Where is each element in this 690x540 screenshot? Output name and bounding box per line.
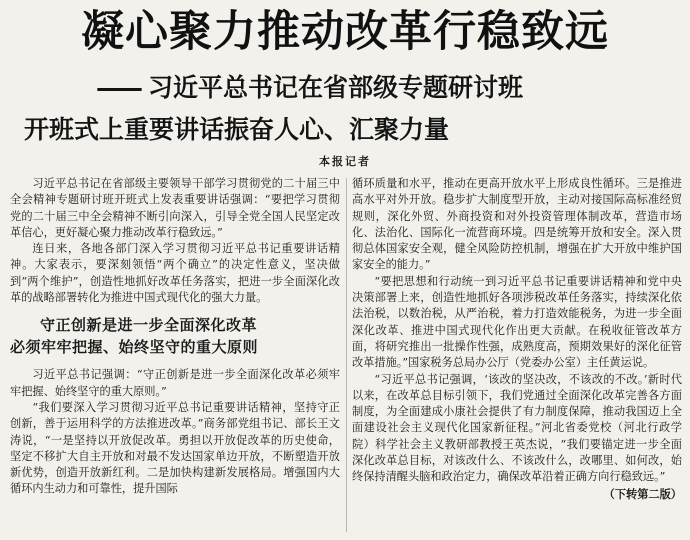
subheadline-line-2: 开班式上重要讲话振奋人心、汇聚力量 [24,115,450,144]
paragraph: 习近平总书记强调：“守正创新是进一步全面深化改革必须牢牢把握、始终坚守的重大原则。” [10,368,340,398]
byline: 本报记者 [319,155,371,168]
main-headline: 凝心聚力推动改革行稳致远 [81,7,609,57]
section-heading-line-2: 必须牢牢把握、始终坚守的重大原则 [10,338,259,357]
section-heading [10,314,340,358]
paragraph: “要把思想和行动统一到习近平总书记重要讲话精神和党中央决策部署上来，创造性地抓好各项涉税改革任务落实，持续深化依法治税，以数治税，从严治税，着力打造效能税务，为进一步全面深化改革、推进中国式现代化作出更大贡献。在税收征管改革方面，将研究推出一批操作性强，成熟度高，预期效果好的深化征管改革措施。”国家税务总局办公厅（党委办公室）主任黄运说。 [352,274,682,370]
continued-on-page-2-link[interactable]: （下转第二版） [603,486,682,501]
paragraph [352,372,682,501]
column-divider [346,178,347,532]
subheadline-text-1: 习近平总书记在省部级专题研讨班 [148,73,524,102]
paragraph-text: “习近平总书记强调，‘该改的坚决改，不该改的不改。’新时代以来，在改革总目标引领下，我们党通过全面深化改革完善各方面制度，为全面建成小康社会提供了有力制度保障，推动我国迈上全面建设社会主义现代化国家新征程。”河北省委党校（河北行政学院）科学社会主义教研部教授王英杰说，“我们要锚定进一步全面深化改革总目标，对该改什么、不该改什么，改哪里、如何改，始终保持清醒头脑和政治定力，确保改革沿着正确方向行稳致远。” [352,372,682,484]
paragraph: 习近平总书记在省部级主要领导干部学习贯彻党的二十届三中全会精神专题研讨班开班式上发表重要讲话强调：“要把学习贯彻党的二十届三中全会精神不断引向深入，引导全党全国人民坚定改革信心，更好凝心聚力推动改革行稳致远。” [10,177,340,239]
article-column-left [10,176,340,536]
paragraph: 连日来，各地各部门深入学习贯彻习近平总书记重要讲话精神。大家表示，要深刻领悟“两个确立”的决定性意义，坚决做到“两个维护”，创造性地抓好改革任务落实，把进一步全面深化改革的战略部署转化为推进中国式现代化的强大力量。 [10,242,340,305]
subheadline-line-1 [96,72,682,104]
article-column-right [352,176,682,536]
paragraph: 循环质量和水平，推动在更高开放水平上形成良性循环。三是推进高水平对外开放。稳步扩大制度型开放，主动对接国际高标准经贸规则，深化外贸、外商投资和对外投资管理体制改革，营造市场化、法治化、国际化一流营商环境。四是统筹开放和安全。深入贯彻总体国家安全观，健全风险防控机制，增强在扩大开放中维护国家安全的能力。” [352,177,682,272]
paragraph: “我们要深入学习贯彻习近平总书记重要讲话精神，坚持守正创新，善于运用科学的方法推进改革。”商务部党组书记、部长王文涛说，“一是坚持以开放促改革。勇担以开放促改革的历史使命，坚定不移扩大自主开放和对最不发达国家单边开放，不断塑造开放新优势，创造开放新红利。二是加快构建新发展格局。增强国内大循环内生动力和可靠性，提升国际 [10,400,340,496]
subheadline-dash: —— [96,73,140,102]
section-heading-line-1: 守正创新是进一步全面深化改革 [40,316,258,335]
